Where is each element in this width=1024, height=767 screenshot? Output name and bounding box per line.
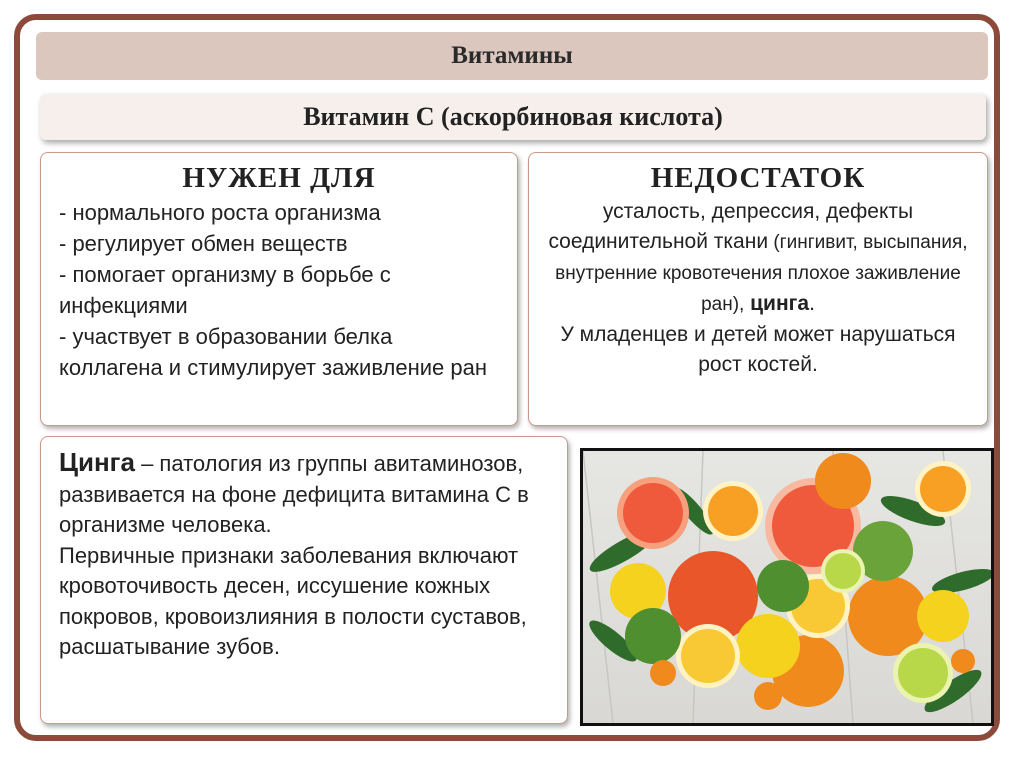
citrus-fruits-photo [580,448,994,726]
citrus-illustration [583,451,991,723]
slide-title [36,32,988,80]
scurvy-box [40,436,568,724]
need-item: - регулирует обмен веществ [59,231,348,256]
lack-symptoms-end: . [809,292,815,315]
lack-symptoms-detail: (гингивит, высыпания, внутренние кровотечения плохое заживление ран), [555,232,968,315]
scurvy-definition-text: – патология из группы авитаминозов, развивается на фоне дефицита витамина С в организме человека. [59,451,529,537]
lack-box [528,152,988,426]
need-box [40,152,518,426]
need-list [59,197,499,383]
slide-subtitle-text: Витамин С (аскорбиновая кислота) [303,102,723,131]
need-item: - помогает организму в борьбе с инфекциями [59,262,391,318]
scurvy-definition [59,447,549,541]
slide-subtitle [40,94,986,140]
scurvy-term: Цинга [59,447,135,477]
lack-heading: НЕДОСТАТОК [650,162,866,194]
lack-children-text: У младенцев и детей может нарушаться рост костей [560,323,956,376]
need-item: - нормального роста организма [59,200,381,225]
lack-children-note [543,320,973,380]
lack-scurvy-term: цинга [744,292,810,315]
lack-symptoms [543,197,973,320]
slide-title-text: Витамины [451,42,573,69]
scurvy-symptoms: Первичные признаки заболевания включают кровоточивость десен, иссушение кожных покровов, кровоизлияния в полости суставов, расшатывание зубов. [59,542,527,659]
lack-children-end: . [811,353,818,376]
need-heading: НУЖЕН ДЛЯ [182,162,376,194]
lack-symptoms-main: усталость, депрессия, дефекты соединительной ткани [548,200,914,253]
need-item: - участвует в образовании белка коллагена и стимулирует заживление ран [59,324,488,380]
